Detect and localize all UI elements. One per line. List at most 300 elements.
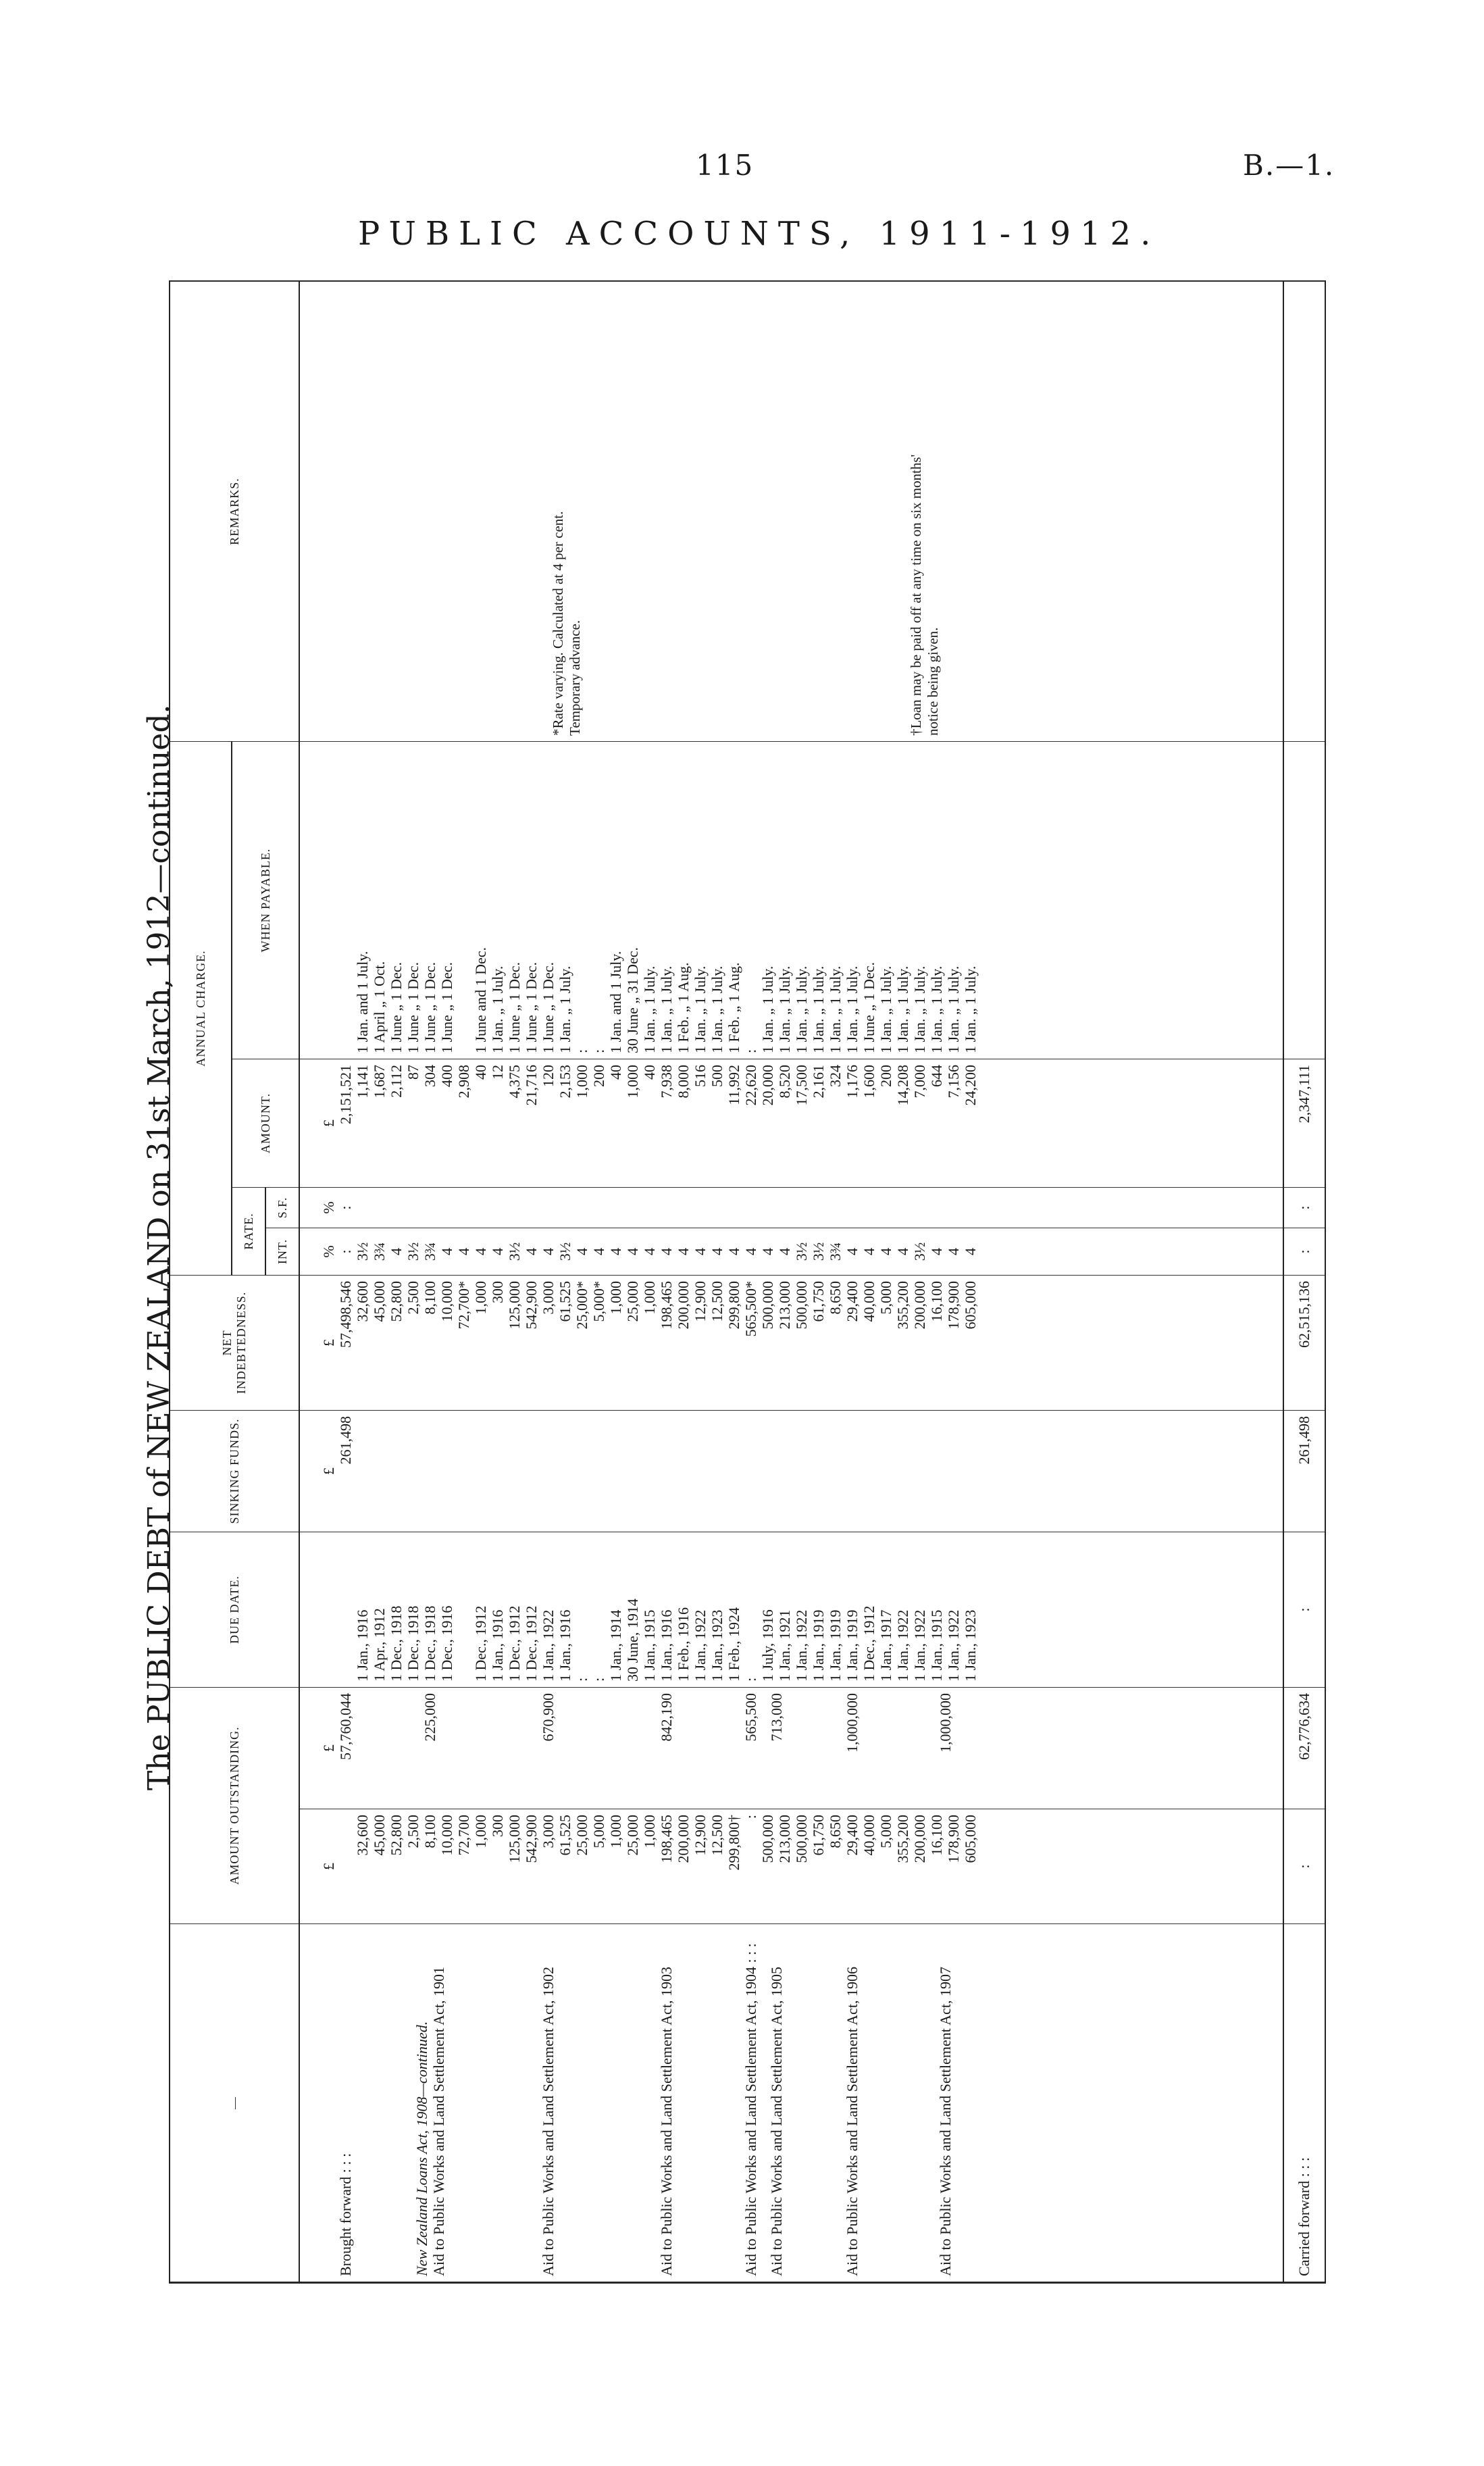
due-date-cell: 1 Jan., 1914 (607, 1532, 624, 1688)
act-label: Aid to Public Works and Land Settlement Act, 1906 (844, 1967, 861, 2276)
due-date-cell: 1 Jan., 1919 (810, 1532, 827, 1688)
amount-cell: 542,900 (523, 1809, 540, 1924)
act-label: Aid to Public Works and Land Settlement Act, 1901 (430, 1967, 447, 2276)
sinking-cell (438, 1411, 455, 1532)
sinking-cell (405, 1411, 421, 1532)
when-payable-cell: 1 April „ 1 Oct. (371, 741, 388, 1059)
amount-cell: 178,900 (945, 1809, 962, 1924)
when-payable-cell: : (742, 741, 759, 1059)
int-rate-cell: 4 (945, 1228, 962, 1276)
unit-pound: £ (299, 1276, 337, 1411)
when-payable-cell: 1 Jan. „ 1 July. (692, 741, 709, 1059)
sf-rate-cell (472, 1188, 489, 1228)
annual-charge-cell: 40 (607, 1059, 624, 1188)
int-rate-cell: 3¾ (371, 1228, 388, 1276)
annual-charge-cell: 11,992 (725, 1059, 742, 1188)
due-date-cell: 1 Jan., 1922 (945, 1532, 962, 1688)
annual-charge-cell: 12 (489, 1059, 506, 1188)
int-rate-cell: 3½ (911, 1228, 928, 1276)
annual-charge-cell: 304 (421, 1059, 438, 1188)
int-rate-cell: 4 (877, 1228, 894, 1276)
due-date-cell: 1 Apr., 1912 (371, 1532, 388, 1688)
int-rate-cell: 4 (624, 1228, 641, 1276)
sf-rate-cell (506, 1188, 523, 1228)
group-total: 225,000 (354, 1688, 506, 1809)
remarks-cell (299, 281, 1283, 741)
amount-cell: 8,100 (421, 1809, 438, 1924)
sf-rate-cell (607, 1188, 624, 1228)
col-amount: AMOUNT. (232, 1059, 299, 1188)
annual-charge-cell: 8,520 (776, 1059, 793, 1188)
unit-pound: £ (299, 1688, 337, 1809)
when-payable-cell: 1 Jan. and 1 July. (354, 741, 371, 1059)
sf-rate-cell (354, 1188, 371, 1228)
carried-forward-sf: : (1283, 1188, 1325, 1228)
int-rate-cell: 3¾ (827, 1228, 844, 1276)
due-date-cell: : (573, 1532, 590, 1688)
when-payable-cell: 1 Jan. „ 1 July. (928, 741, 945, 1059)
annual-charge-cell: 120 (540, 1059, 557, 1188)
sinking-cell (759, 1411, 776, 1532)
sinking-cell (894, 1411, 911, 1532)
brought-forward-int: : (337, 1228, 354, 1276)
sf-rate-cell (371, 1188, 388, 1228)
int-rate-cell: 4 (455, 1228, 472, 1276)
sf-rate-cell (557, 1188, 573, 1228)
sf-rate-cell (759, 1188, 776, 1228)
amount-cell: 52,800 (388, 1809, 405, 1924)
annual-charge-cell: 20,000 (759, 1059, 776, 1188)
int-rate-cell: 4 (590, 1228, 607, 1276)
sinking-cell (371, 1411, 388, 1532)
sf-rate-cell (421, 1188, 438, 1228)
sinking-cell (658, 1411, 675, 1532)
sinking-cell (455, 1411, 472, 1532)
net-indebtedness-cell: 25,000* (573, 1276, 590, 1411)
due-date-cell: 1 Jan., 1916 (489, 1532, 506, 1688)
amount-cell: 1,000 (472, 1809, 489, 1924)
amount-cell: 12,900 (692, 1809, 709, 1924)
int-rate-cell: 4 (675, 1228, 692, 1276)
net-indebtedness-cell: 213,000 (776, 1276, 793, 1411)
col-description: — (170, 1924, 299, 2282)
annual-charge-cell: 87 (405, 1059, 421, 1188)
annual-charge-cell: 40 (641, 1059, 658, 1188)
annual-charge-cell: 200 (877, 1059, 894, 1188)
when-payable-cell: 1 June „ 1 Dec. (421, 741, 438, 1059)
when-payable-cell: 1 Jan. „ 1 July. (709, 741, 725, 1059)
col-when-payable: WHEN PAYABLE. (232, 741, 299, 1059)
net-indebtedness-cell: 52,800 (388, 1276, 405, 1411)
page-number: 115 (696, 149, 754, 182)
sinking-cell (810, 1411, 827, 1532)
group-total: 565,500 (742, 1688, 759, 1809)
sf-rate-cell (658, 1188, 675, 1228)
due-date-cell: 1 Jan., 1923 (962, 1532, 979, 1688)
annual-charge-cell: 1,141 (354, 1059, 371, 1188)
due-date-cell: 1 Jan., 1919 (827, 1532, 844, 1688)
annual-charge-cell: 17,500 (793, 1059, 810, 1188)
sinking-cell (742, 1411, 759, 1532)
when-payable-cell: : (590, 741, 607, 1059)
int-rate-cell: 4 (962, 1228, 979, 1276)
annual-charge-cell: 644 (928, 1059, 945, 1188)
remark-loan-notice: †Loan may be paid off at any time on six months' notice being given. (908, 454, 941, 736)
when-payable-cell: 1 Jan. „ 1 July. (894, 741, 911, 1059)
annual-charge-cell: 1,000 (624, 1059, 641, 1188)
amount-cell: 1,000 (641, 1809, 658, 1924)
annual-charge-cell: 8,000 (675, 1059, 692, 1188)
sinking-cell (793, 1411, 810, 1532)
col-due-date: DUE DATE. (170, 1532, 299, 1688)
sf-rate-cell (388, 1188, 405, 1228)
carried-forward-amount-dots: : (1283, 1809, 1325, 1924)
net-indebtedness-cell: 25,000 (624, 1276, 641, 1411)
sinking-cell (540, 1411, 557, 1532)
sf-rate-cell (844, 1188, 861, 1228)
sf-rate-cell (489, 1188, 506, 1228)
amount-cell: 72,700 (455, 1809, 472, 1924)
int-rate-cell: 4 (658, 1228, 675, 1276)
when-payable-cell: 1 Jan. „ 1 July. (827, 741, 844, 1059)
amount-cell: 500,000 (759, 1809, 776, 1924)
net-indebtedness-cell: 8,100 (421, 1276, 438, 1411)
due-date-cell: 1 Jan., 1922 (894, 1532, 911, 1688)
due-date-cell: 1 Dec., 1912 (861, 1532, 877, 1688)
net-indebtedness-cell: 72,700* (455, 1276, 472, 1411)
sinking-cell (776, 1411, 793, 1532)
rotated-table (169, 280, 1326, 2284)
int-rate-cell: 4 (641, 1228, 658, 1276)
running-title: PUBLIC ACCOUNTS, 1911-1912. (358, 215, 1160, 253)
when-payable-cell: 1 Jan. „ 1 July. (945, 741, 962, 1059)
when-payable-cell: 1 Jan. „ 1 July. (793, 741, 810, 1059)
table-frame (169, 280, 1326, 2284)
due-date-cell: 1 Dec., 1912 (472, 1532, 489, 1688)
group-total: 1,000,000 (793, 1688, 911, 1809)
sf-rate-cell (573, 1188, 590, 1228)
int-rate-cell: 4 (776, 1228, 793, 1276)
int-rate-cell: 4 (725, 1228, 742, 1276)
when-payable-cell: 1 Jan. „ 1 July. (911, 741, 928, 1059)
annual-charge-cell: 4,375 (506, 1059, 523, 1188)
when-payable-cell: 1 Jan. „ 1 July. (844, 741, 861, 1059)
net-indebtedness-cell: 32,600 (354, 1276, 371, 1411)
sf-rate-cell (810, 1188, 827, 1228)
sf-rate-cell (776, 1188, 793, 1228)
sinking-cell (844, 1411, 861, 1532)
int-rate-cell: 4 (607, 1228, 624, 1276)
due-date-cell: 1 Feb., 1916 (675, 1532, 692, 1688)
amount-cell: 198,465 (658, 1809, 675, 1924)
due-date-cell: 1 Jan., 1922 (540, 1532, 557, 1688)
amount-cell: 8,650 (827, 1809, 844, 1924)
due-date-cell: 1 Jan., 1917 (877, 1532, 894, 1688)
due-date-cell: 1 Jan., 1923 (709, 1532, 725, 1688)
amount-cell: 40,000 (861, 1809, 877, 1924)
when-payable-cell: 1 Jan. „ 1 July. (557, 741, 573, 1059)
int-rate-cell: 3½ (506, 1228, 523, 1276)
amount-cell: 1,000 (607, 1809, 624, 1924)
annual-charge-cell: 21,716 (523, 1059, 540, 1188)
when-payable-cell (455, 741, 472, 1059)
amount-cell: 32,600 (354, 1809, 371, 1924)
int-rate-cell: 4 (438, 1228, 455, 1276)
sinking-cell (388, 1411, 405, 1532)
col-sinking-funds: SINKING FUNDS. (170, 1411, 299, 1532)
annual-charge-cell: 1,600 (861, 1059, 877, 1188)
amount-cell: 45,000 (371, 1809, 388, 1924)
col-annual-charge: ANNUAL CHARGE. (170, 741, 232, 1275)
int-rate-cell: 3½ (354, 1228, 371, 1276)
amount-cell: 2,500 (405, 1809, 421, 1924)
annual-charge-cell: 2,161 (810, 1059, 827, 1188)
when-payable-cell: 1 Jan. „ 1 July. (810, 741, 827, 1059)
due-date-cell: 1 Jan., 1915 (641, 1532, 658, 1688)
when-payable-cell: 1 June „ 1 Dec. (506, 741, 523, 1059)
when-payable-cell: 1 June „ 1 Dec. (540, 741, 557, 1059)
sf-rate-cell (725, 1188, 742, 1228)
int-rate-cell: 4 (388, 1228, 405, 1276)
carried-forward-label: Carried forward (1296, 2180, 1312, 2276)
sinking-cell (911, 1411, 928, 1532)
annual-charge-cell: 324 (827, 1059, 844, 1188)
when-payable-cell: 1 June and 1 Dec. (472, 741, 489, 1059)
sinking-cell (928, 1411, 945, 1532)
when-payable-cell: 1 Feb. „ 1 Aug. (725, 741, 742, 1059)
int-rate-cell: 3¾ (421, 1228, 438, 1276)
sf-rate-cell (894, 1188, 911, 1228)
sf-rate-cell (945, 1188, 962, 1228)
sf-rate-cell (540, 1188, 557, 1228)
annual-charge-cell: 200 (590, 1059, 607, 1188)
sf-rate-cell (455, 1188, 472, 1228)
sinking-cell (877, 1411, 894, 1532)
net-indebtedness-cell: 3,000 (540, 1276, 557, 1411)
due-date-cell: : (742, 1532, 759, 1688)
when-payable-cell: 1 June „ 1 Dec. (523, 741, 540, 1059)
due-date-cell: 1 Jan., 1916 (354, 1532, 371, 1688)
int-rate-cell: 4 (928, 1228, 945, 1276)
int-rate-cell: 4 (472, 1228, 489, 1276)
when-payable-cell: 1 Jan. „ 1 July. (877, 741, 894, 1059)
int-rate-cell: 4 (759, 1228, 776, 1276)
sf-rate-cell (827, 1188, 844, 1228)
table-body (299, 281, 1283, 2282)
amount-cell: 25,000 (624, 1809, 641, 1924)
net-indebtedness-cell: 12,500 (709, 1276, 725, 1411)
int-rate-cell: 4 (861, 1228, 877, 1276)
due-date-cell: 1 Jan., 1922 (911, 1532, 928, 1688)
amount-cell: 61,750 (810, 1809, 827, 1924)
annual-charge-cell: 1,176 (844, 1059, 861, 1188)
sf-rate-cell (877, 1188, 894, 1228)
sinking-cell (607, 1411, 624, 1532)
annual-charge-cell: 7,000 (911, 1059, 928, 1188)
act-label: Aid to Public Works and Land Settlement Act, 1903 (658, 1967, 675, 2276)
unit-percent: % (299, 1188, 337, 1228)
net-indebtedness-cell: 16,100 (928, 1276, 945, 1411)
amount-cell: 200,000 (675, 1809, 692, 1924)
annual-charge-cell: 14,208 (894, 1059, 911, 1188)
int-rate-cell: 4 (523, 1228, 540, 1276)
int-rate-cell: 4 (573, 1228, 590, 1276)
annual-charge-cell: 500 (709, 1059, 725, 1188)
amount-cell: 299,800† (725, 1809, 742, 1924)
units-row (299, 281, 337, 2282)
when-payable-cell: 1 June „ 1 Dec. (405, 741, 421, 1059)
sinking-cell (573, 1411, 590, 1532)
sf-rate-cell (675, 1188, 692, 1228)
amount-cell: 3,000 (540, 1809, 557, 1924)
annual-charge-cell: 1,000 (573, 1059, 590, 1188)
amount-cell: 200,000 (911, 1809, 928, 1924)
due-date-cell: 1 Jan., 1915 (928, 1532, 945, 1688)
sinking-cell (641, 1411, 658, 1532)
act-label: Aid to Public Works and Land Settlement Act, 1907 (936, 1967, 954, 2276)
net-indebtedness-cell: 178,900 (945, 1276, 962, 1411)
int-rate-cell: 4 (844, 1228, 861, 1276)
annual-charge-cell: 24,200 (962, 1059, 979, 1188)
sf-rate-cell (911, 1188, 928, 1228)
due-date-cell: 1 Jan., 1916 (658, 1532, 675, 1688)
when-payable-cell: 1 June „ 1 Dec. (861, 741, 877, 1059)
document-code: B.—1. (1243, 149, 1335, 182)
int-rate-cell: 3½ (405, 1228, 421, 1276)
int-rate-cell: 3½ (793, 1228, 810, 1276)
net-indebtedness-cell: 565,500* (742, 1276, 759, 1411)
col-remarks: REMARKS. (170, 281, 299, 741)
sinking-cell (506, 1411, 523, 1532)
sf-rate-cell (405, 1188, 421, 1228)
net-indebtedness-cell: 355,200 (894, 1276, 911, 1411)
amount-cell: 5,000 (590, 1809, 607, 1924)
sf-rate-cell (590, 1188, 607, 1228)
due-date-cell: 1 Jan., 1919 (844, 1532, 861, 1688)
when-payable-cell: 1 Jan. „ 1 July. (658, 741, 675, 1059)
net-indebtedness-cell: 500,000 (793, 1276, 810, 1411)
net-indebtedness-cell: 5,000 (877, 1276, 894, 1411)
col-sf: S.F. (265, 1188, 299, 1228)
amount-cell: 10,000 (438, 1809, 455, 1924)
public-debt-table (170, 281, 1325, 2282)
brought-forward-outstanding: 57,760,044 (337, 1688, 354, 1809)
carried-forward-due: : (1283, 1532, 1325, 1688)
annual-charge-cell: 2,153 (557, 1059, 573, 1188)
sinking-cell (675, 1411, 692, 1532)
due-date-cell: 1 Dec., 1918 (421, 1532, 438, 1688)
amount-cell: 16,100 (928, 1809, 945, 1924)
due-date-cell: 1 Dec., 1912 (523, 1532, 540, 1688)
amount-cell: 29,400 (844, 1809, 861, 1924)
sinking-cell (489, 1411, 506, 1532)
sf-rate-cell (793, 1188, 810, 1228)
amount-cell: 125,000 (506, 1809, 523, 1924)
net-indebtedness-cell: 61,525 (557, 1276, 573, 1411)
col-int: INT. (265, 1228, 299, 1276)
sinking-cell (557, 1411, 573, 1532)
due-date-cell: 1 Jan., 1922 (692, 1532, 709, 1688)
amount-cell: 500,000 (793, 1809, 810, 1924)
when-payable-cell: 30 June „ 31 Dec. (624, 741, 641, 1059)
amount-cell: 5,000 (877, 1809, 894, 1924)
col-amount-outstanding: AMOUNT OUTSTANDING. (170, 1688, 299, 1924)
amount-cell: : (742, 1809, 759, 1924)
col-rate: RATE. (232, 1188, 265, 1276)
section-label: New Zealand Loans Act, 1908—continued. (413, 2021, 430, 2276)
when-payable-cell: 1 Jan. „ 1 July. (776, 741, 793, 1059)
amount-cell: 300 (489, 1809, 506, 1924)
net-indebtedness-cell: 542,900 (523, 1276, 540, 1411)
annual-charge-cell: 40 (472, 1059, 489, 1188)
due-date-cell: 1 Dec., 1912 (506, 1532, 523, 1688)
when-payable-cell: 1 Jan. „ 1 July. (759, 741, 776, 1059)
col-net-indebtedness: NET INDEBTEDNESS. (170, 1276, 299, 1411)
unit-pound: £ (299, 1059, 337, 1188)
sinking-cell (590, 1411, 607, 1532)
due-date-cell: 1 Dec., 1916 (438, 1532, 455, 1688)
int-rate-cell: 4 (742, 1228, 759, 1276)
due-date-cell: 1 Dec., 1918 (405, 1532, 421, 1688)
table-title: The PUBLIC DEBT of NEW ZEALAND on 31st March, 1912—continued. (142, 704, 176, 1790)
brought-forward-amount: 2,151,521 (337, 1059, 354, 1188)
sinking-cell (861, 1411, 877, 1532)
net-indebtedness-cell: 1,000 (472, 1276, 489, 1411)
unit-pound: £ (299, 1411, 337, 1532)
when-payable-cell: 1 Jan. and 1 July. (607, 741, 624, 1059)
when-payable-cell: 1 Jan. „ 1 July. (641, 741, 658, 1059)
due-date-cell: 30 June, 1914 (624, 1532, 641, 1688)
net-indebtedness-cell: 2,500 (405, 1276, 421, 1411)
net-indebtedness-cell: 198,465 (658, 1276, 675, 1411)
sf-rate-cell (962, 1188, 979, 1228)
net-indebtedness-cell: 125,000 (506, 1276, 523, 1411)
int-rate-cell: 4 (692, 1228, 709, 1276)
group-total: 670,900 (506, 1688, 590, 1809)
net-indebtedness-cell: 299,800 (725, 1276, 742, 1411)
net-indebtedness-cell: 29,400 (844, 1276, 861, 1411)
amount-cell: 605,000 (962, 1809, 979, 1924)
when-payable-cell: 1 June „ 1 Dec. (388, 741, 405, 1059)
net-indebtedness-cell: 1,000 (607, 1276, 624, 1411)
annual-charge-cell: 22,620 (742, 1059, 759, 1188)
due-date-cell: : (590, 1532, 607, 1688)
amount-cell: 12,500 (709, 1809, 725, 1924)
int-rate-cell: 3½ (810, 1228, 827, 1276)
due-date-cell: 1 Dec., 1918 (388, 1532, 405, 1688)
sf-rate-cell (523, 1188, 540, 1228)
group-total: 842,190 (590, 1688, 742, 1809)
net-indebtedness-cell: 500,000 (759, 1276, 776, 1411)
net-indebtedness-cell: 200,000 (911, 1276, 928, 1411)
net-indebtedness-cell: 200,000 (675, 1276, 692, 1411)
leader-dots: : : : (337, 2153, 354, 2173)
net-indebtedness-cell: 45,000 (371, 1276, 388, 1411)
when-payable-cell: : (573, 741, 590, 1059)
sf-rate-cell (641, 1188, 658, 1228)
carried-forward-charge: 2,347,111 (1283, 1059, 1325, 1188)
carried-forward-outstanding: 62,776,634 (1283, 1688, 1325, 1809)
sinking-cell (472, 1411, 489, 1532)
due-date-cell: 1 Jan., 1922 (793, 1532, 810, 1688)
amount-cell: 61,525 (557, 1809, 573, 1924)
sf-rate-cell (624, 1188, 641, 1228)
group-total: 713,000 (759, 1688, 793, 1809)
int-rate-cell: 4 (489, 1228, 506, 1276)
carried-forward-net: 62,515,136 (1283, 1276, 1325, 1411)
net-indebtedness-cell: 10,000 (438, 1276, 455, 1411)
when-payable-cell: 1 June „ 1 Dec. (438, 741, 455, 1059)
